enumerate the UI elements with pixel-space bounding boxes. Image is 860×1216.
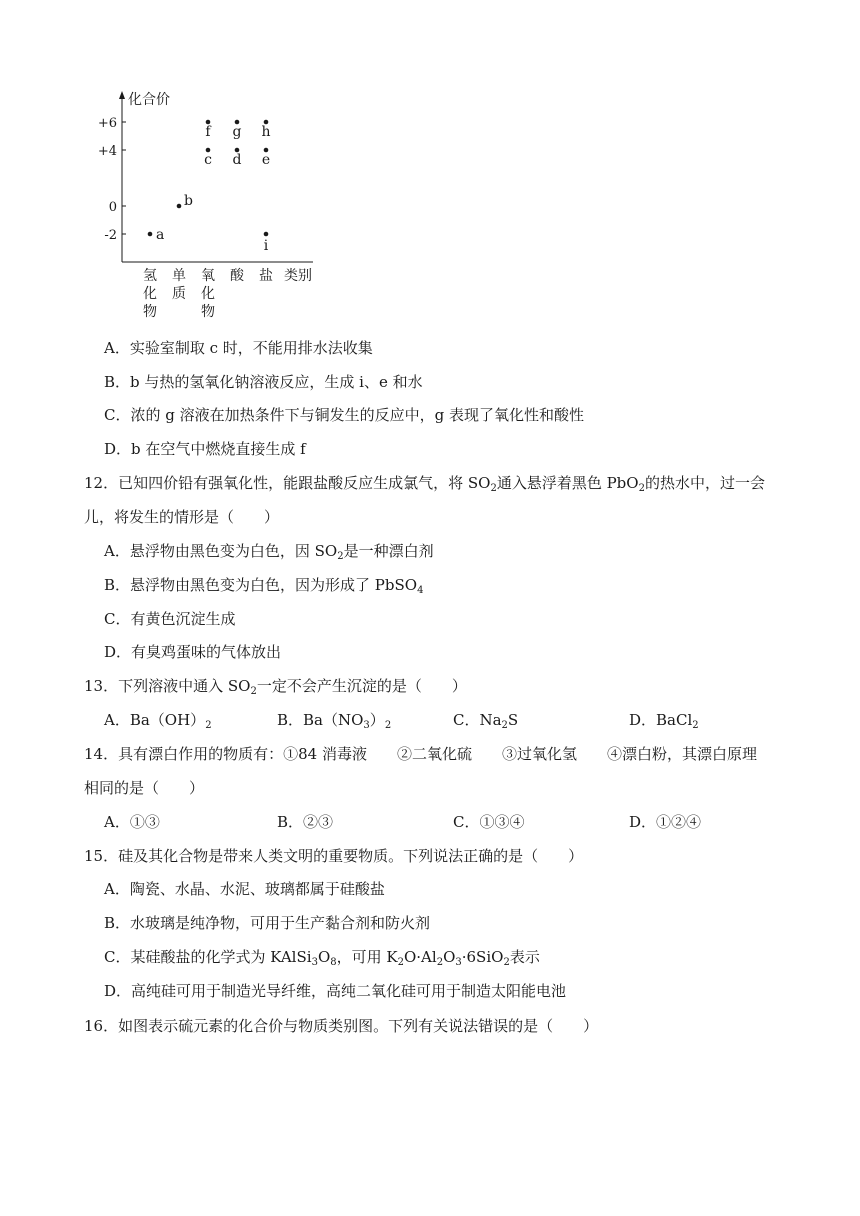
x-category-label: 物 [201,304,215,320]
q12-option-a [104,541,434,561]
q13-option-b [277,710,391,730]
q15-option-c [104,947,540,967]
q12-option-b-text: B．悬浮物由黑色变为白色，因为形成了 PbSO [104,576,418,594]
q11-option-b: B．b 与热的氢氧化钠溶液反应，生成 i、e 和水 [104,373,423,391]
subscript: 3 [455,957,462,968]
q15-option-c-text: ·6SiO [461,948,504,966]
data-point-label: b [184,193,193,209]
data-point-label: d [232,152,242,168]
x-category-label: 氢 [143,268,157,284]
q12-option-a-text: A．悬浮物由黑色变为白色，因 SO [104,542,338,560]
q12-option-b [104,575,423,595]
subscript: 2 [490,483,497,494]
y-tick-label: 0 [108,200,117,215]
subscript: 2 [638,483,645,494]
y-axis-arrow [119,91,125,99]
subscript: 2 [337,551,344,562]
q11-option-a: A．实验室制取 c 时，不能用排水法收集 [104,339,373,357]
data-point-label: i [263,238,269,254]
q13-option-c [453,710,518,730]
q13-option-a-text: A．Ba（OH） [104,711,206,729]
q15-option-c-text: ，可用 K [336,948,398,966]
data-point [148,232,153,237]
q14-option-c: C．①③④ [453,813,525,831]
q11-option-c: C．浓的 g 溶液在加热条件下与铜发生的反应中，g 表现了氧化性和酸性 [104,406,584,424]
subscript: 2 [205,720,212,731]
x-axis-label: 类别 [284,268,312,284]
q13-option-b-text: B．Ba（NO [277,711,364,729]
q13-option-c-text: C．Na [453,711,502,729]
x-category-label: 物 [143,304,157,320]
q12-stem-text: 12．已知四价铅有强氧化性，能跟盐酸反应生成氯气，将 SO [84,474,491,492]
x-category-label: 氧 [201,268,215,284]
q13-option-a [104,710,212,730]
q15-option-c-text: 表示 [509,948,540,966]
q14-stem-line1: 14．具有漂白作用的物质有：①84 消毒液 ②二氧化硫 ③过氧化氢 ④漂白粉，其漂白原理 [84,745,757,763]
q13-stem-text: 13．下列溶液中通入 SO [84,677,251,695]
subscript: 8 [330,957,337,968]
y-tick-label: +6 [97,116,117,131]
data-point-label: c [204,152,212,168]
x-category-label: 化 [143,286,157,302]
q14-stem-line2: 相同的是（ ） [84,779,205,797]
subscript: 2 [384,720,392,731]
q15-stem: 15．硅及其化合物是带来人类文明的重要物质。下列说法正确的是（ ） [84,847,584,865]
q11-option-d: D．b 在空气中燃烧直接生成 f [104,440,306,458]
q13-stem [84,676,467,696]
q12-option-a-text: 是一种漂白剂 [343,542,434,560]
subscript: 2 [503,957,510,968]
x-category-label: 酸 [230,268,244,284]
q15-option-c-text: C．某硅酸盐的化学式为 KAlSi [104,948,312,966]
x-category-label: 盐 [259,268,273,284]
y-axis-label: 化合价 [128,92,170,108]
data-point [264,232,269,237]
q12-option-d: D．有臭鸡蛋味的气体放出 [104,643,282,661]
valence-category-chart [95,85,335,325]
q14-option-a: A．①③ [104,813,160,831]
y-tick-label: -2 [104,228,117,243]
q15-option-a: A．陶瓷、水晶、水泥、玻璃都属于硅酸盐 [104,880,385,898]
data-point [177,204,182,209]
q15-option-b: B．水玻璃是纯净物，可用于生产黏合剂和防火剂 [104,914,431,932]
data-point-label: g [232,124,242,140]
q15-option-d: D．高纯硅可用于制造光导纤维，高纯二氧化硅可用于制造太阳能电池 [104,982,567,1000]
q13-option-d-text: D．BaCl [629,711,693,729]
subscript: 2 [436,957,444,968]
subscript: 2 [692,720,699,731]
q12-stem-line1 [84,473,765,493]
q14-option-d: D．①②④ [629,813,702,831]
q15-option-c-text: O [443,948,456,966]
q13-stem-text: 一定不会产生沉淀的是（ ） [256,677,467,695]
data-point-label: a [156,227,165,243]
q13-option-d [629,710,699,730]
x-category-label: 单 [172,268,186,284]
q16-stem: 16．如图表示硫元素的化合价与物质类别图。下列有关说法错误的是（ ） [84,1017,599,1035]
data-point-label: f [205,124,211,140]
subscript: 3 [311,957,318,968]
q13-option-b-text: ） [369,711,385,729]
subscript: 2 [397,957,404,968]
q13-option-c-text: S [507,711,519,729]
q15-option-c-text: O·Al [403,948,437,966]
q12-stem-text: 的热水中，过一会 [644,474,765,492]
q12-stem-line2: 儿，将发生的情形是（ ） [84,508,280,526]
subscript: 3 [363,720,370,731]
q15-option-c-text: O [317,948,331,966]
x-category-label: 质 [172,286,186,302]
x-category-label: 化 [201,286,215,302]
subscript: 2 [501,720,508,731]
data-point-label: h [261,124,271,140]
data-point-label: e [261,152,271,168]
q14-option-b: B．②③ [277,813,334,831]
subscript: 4 [417,585,424,596]
q12-stem-text: 通入悬浮着黑色 PbO [496,474,639,492]
y-tick-label: +4 [97,144,117,159]
subscript: 2 [250,686,257,697]
q12-option-c: C．有黄色沉淀生成 [104,610,236,628]
